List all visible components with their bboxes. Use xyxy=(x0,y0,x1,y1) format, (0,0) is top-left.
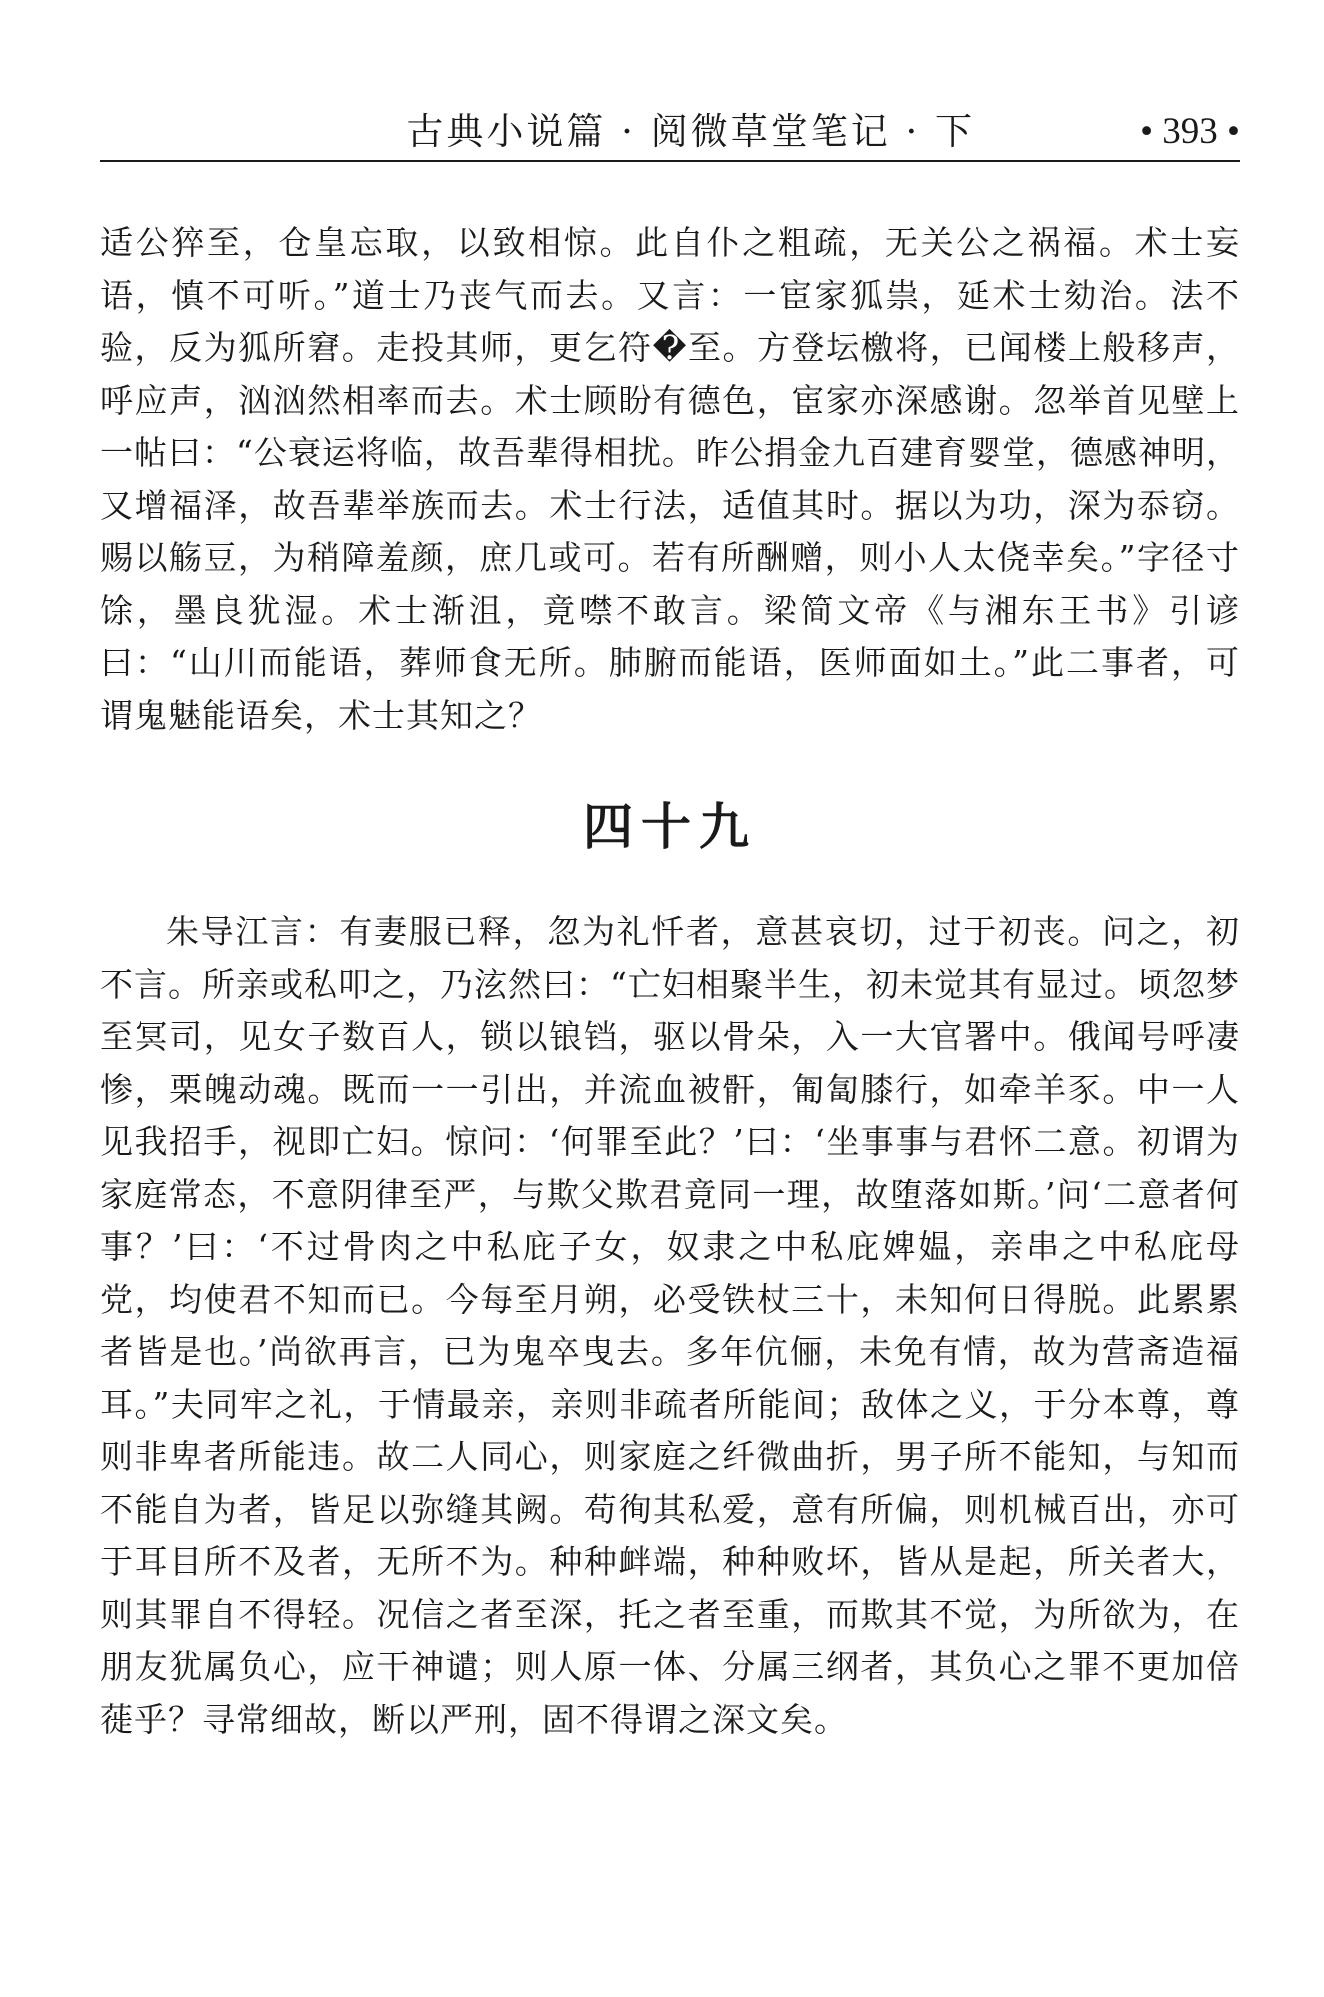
header-title: 古典小说篇 · 阅微草堂笔记 · 下 xyxy=(406,110,975,153)
running-header xyxy=(100,100,1240,162)
section-title: 四十九 xyxy=(583,798,757,856)
continued-paragraph: 适公猝至，仓皇忘取，以致相惊。此自仆之粗疏，无关公之祸福。术士妄语，慎不可听。”道士乃丧气而去。又言：一宦家狐祟，延术士劾治。法不验，反为狐所窘。走投其师，更乞符�至。方登坛檄将，已闻楼上般移声，呼应声，汹汹然相率而去。术士顾盼有德色，宦家亦深感谢。忽举首见壁上一帖曰：“公衰运将临，故吾辈得相扰。昨公捐金九百建育婴堂，德感神明，又增福泽，故吾辈举族而去。术士行法，适值其时。据以为功，深为忝窃。赐以觞豆，为稍障羞颜，庶几或可。若有所酬赠，则小人太侥幸矣。”字径寸馀，墨良犹湿。术士渐沮，竟噤不敢言。梁简文帝《与湘东王书》引谚曰：“山川而能语，葬师食无所。肺腑而能语，医师面如土。”此二事者，可谓鬼魅能语矣，术士其知之？ xyxy=(100,223,1240,735)
page-number: • 393 • xyxy=(1140,111,1240,152)
main-paragraph: 朱导江言：有妻服已释，忽为礼忏者，意甚哀切，过于初丧。问之，初不言。所亲或私叩之，乃泫然曰：“亡妇相聚半生，初未觉其有显过。顷忽梦至冥司，见女子数百人，锁以锒铛，驱以骨朵，入一大官署中。俄闻号呼凄惨，栗魄动魂。既而一一引出，并流血被骭，匍匐膝行，如牵羊豕。中一人见我招手，视即亡妇。惊问：‘何罪至此？’曰：‘坐事事与君怀二意。初谓为家庭常态，不意阴律至严，与欺父欺君竟同一理，故堕落如斯。’问‘二意者何事？’曰：‘不过骨肉之中私庇子女，奴隶之中私庇婢媪，亲串之中私庇母党，均使君不知而已。今每至月朔，必受铁杖三十，未知何日得脱。此累累者皆是也。’尚欲再言，已为鬼卒曳去。多年伉俪，未免有情，故为营斋造福耳。”夫同牢之礼，于情最亲，亲则非疏者所能间；敌体之义，于分本尊，尊则非卑者所能违。故二人同心，则家庭之纤微曲折，男子所不能知，与知而不能自为者，皆足以弥缝其阙。苟徇其私爱，意有所偏，则机械百出，亦可于耳目所不及者，无所不为。种种衅端，种种败坏，皆从是起，所关者大，则其罪自不得轻。况信之者至深，托之者至重，而欺其不觉，为所欲为，在朋友犹属负心，应干神谴；则人原一体、分属三纲者，其负心之罪不更加倍蓰乎？寻常细故，断以严刑，固不得谓之深文矣。 xyxy=(100,912,1240,1739)
